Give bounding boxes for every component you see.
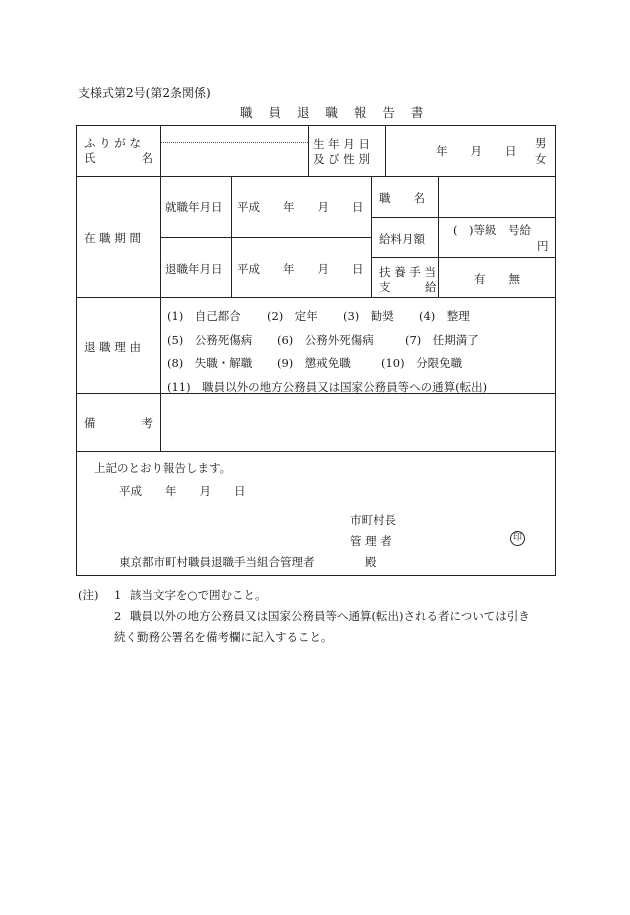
- reason-option-10[interactable]: (10) 分限免職: [381, 356, 463, 370]
- service-right-value-divider: [438, 176, 439, 297]
- note-number: 1: [114, 588, 122, 602]
- name-label: 氏 名: [84, 151, 153, 165]
- note-text: 続く勤務公署名を備考欄に記入すること。: [114, 630, 333, 644]
- birth-label-1: 生 年 月 日: [313, 137, 370, 151]
- form-number: 支様式第2号(第2条関係): [78, 86, 211, 100]
- notes-prefix: (注): [78, 588, 99, 602]
- reason-option-5[interactable]: (5) 公務死傷病: [167, 332, 253, 347]
- reason-option-11[interactable]: (11) 職員以外の地方公務員又は国家公務員等への通算(転出): [167, 379, 488, 394]
- label-column-divider: [160, 125, 161, 393]
- reason-line: [167, 305, 487, 329]
- birth-date-field[interactable]: 年 月 日: [436, 144, 517, 158]
- reason-line: [167, 376, 487, 400]
- retire-date-label: 退職年月日: [165, 262, 223, 276]
- remarks-label: 備 考: [84, 416, 153, 430]
- salary-grade-field[interactable]: ( )等級 号給: [453, 223, 531, 237]
- salary-allowance-divider: [371, 257, 556, 258]
- sex-female[interactable]: 女: [535, 152, 547, 166]
- reason-option-1[interactable]: (1) 自己都合: [167, 309, 241, 323]
- remarks-label-divider: [160, 393, 161, 451]
- report-date[interactable]: 平成 年 月 日: [119, 484, 246, 498]
- form-title: 職 員 退 職 報 告 書: [240, 105, 430, 120]
- reason-option-9[interactable]: (9) 懲戒免職: [277, 356, 351, 370]
- reason-option-7[interactable]: (7) 任期満了: [405, 332, 479, 347]
- reason-label: 退 職 理 由: [84, 340, 141, 354]
- allowance-label-1: 扶 養 手 当: [379, 265, 436, 279]
- note-number: 2: [114, 609, 122, 623]
- post-label: 職 名: [379, 191, 425, 205]
- note-text: 該当文字を○で囲むこと。: [130, 588, 267, 602]
- service-right-divider: [371, 176, 372, 297]
- seal-mark-icon: 印: [510, 531, 525, 546]
- birth-label-2: 及 び 性 別: [313, 152, 370, 166]
- reason-option-2[interactable]: (2) 定年: [267, 309, 318, 323]
- service-sublabel-divider: [231, 176, 232, 297]
- birth-value-divider: [385, 125, 386, 176]
- post-salary-divider: [371, 217, 556, 218]
- reason-option-3[interactable]: (3) 勧奨: [343, 309, 394, 323]
- allowance-label-2: 支 給: [379, 280, 437, 294]
- service-period-label: 在 職 期 間: [84, 231, 141, 245]
- addressee: 東京都市町村職員退職手当組合管理者: [119, 555, 315, 569]
- allowance-options[interactable]: 有 無: [474, 272, 520, 286]
- reason-options: [167, 305, 487, 399]
- sex-male[interactable]: 男: [535, 136, 547, 150]
- honorific: 殿: [365, 555, 377, 569]
- reason-option-4[interactable]: (4) 整理: [419, 309, 470, 323]
- reason-line: [167, 329, 487, 353]
- name-birth-divider: [308, 125, 309, 176]
- report-statement: 上記のとおり報告します。: [94, 461, 232, 475]
- retire-date-field[interactable]: 平成 年 月 日: [237, 262, 364, 276]
- row-divider-name: [76, 176, 556, 177]
- furigana-label: ふ り が な: [84, 136, 141, 150]
- mayor-title: 市町村長: [350, 513, 396, 527]
- hire-date-field[interactable]: 平成 年 月 日: [237, 200, 364, 214]
- hire-date-label: 就職年月日: [165, 200, 223, 214]
- reason-line: [167, 352, 487, 376]
- service-mid-divider: [160, 237, 371, 238]
- salary-yen: 円: [537, 239, 549, 253]
- reason-option-6[interactable]: (6) 公務外死傷病: [277, 332, 374, 347]
- furigana-dotted-line: [160, 142, 308, 143]
- reason-option-8[interactable]: (8) 失職・解職: [167, 356, 253, 370]
- row-divider-remarks: [76, 451, 556, 452]
- row-divider-service: [76, 297, 556, 298]
- note-text: 職員以外の地方公務員又は国家公務員等へ通算(転出)される者については引き: [130, 609, 530, 623]
- salary-label: 給料月額: [379, 232, 425, 246]
- manager-title: 管 理 者: [350, 534, 392, 548]
